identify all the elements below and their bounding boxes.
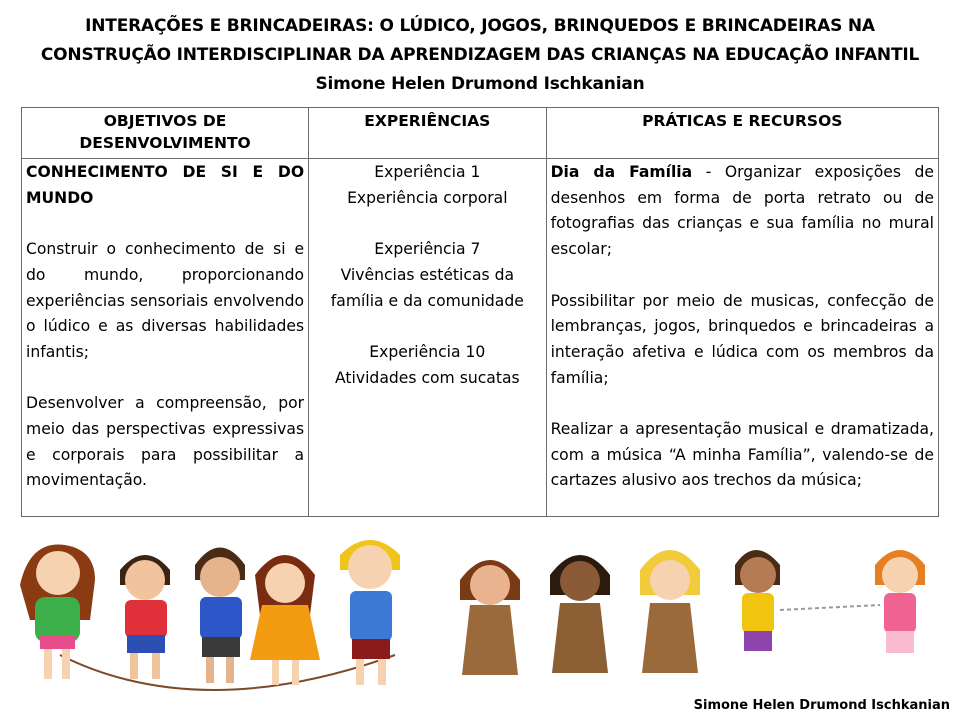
practices-paragraph-1 <box>551 160 934 263</box>
experiences-cell <box>309 159 547 517</box>
sack-race-child <box>640 550 700 673</box>
practices-paragraph-2: Possibilitar por meio de musicas, confecção de lembranças, jogos, brinquedos e brincadeiras a interação afetiva e lúdica com os membros da família; <box>550 291 934 387</box>
table-header-row <box>22 108 939 159</box>
child-figure <box>195 548 245 684</box>
child-figure <box>20 545 95 680</box>
experience-10-name: Atividades com sucatas <box>335 368 520 387</box>
header-objectives-line-2: DESENVOLVIMENTO <box>79 134 251 152</box>
objectives-paragraph-1: Construir o conhecimento de si e do mundo, proporcionando experiências sensoriais envolvendo o lúdico e as diversas habilidades infantis; <box>26 240 305 361</box>
practices-cell <box>546 159 938 517</box>
children-playing-illustration <box>0 525 960 695</box>
child-figure <box>250 555 320 685</box>
objectives-heading: CONHECIMENTO DE SI E DO MUNDO <box>26 163 305 207</box>
title-line-1: INTERAÇÕES E BRINCADEIRAS: O LÚDICO, JOGOS, BRINQUEDOS E BRINCADEIRAS NA <box>85 16 875 36</box>
child-figure <box>120 555 170 679</box>
title-author: Simone Helen Drumond Ischkanian <box>315 74 645 94</box>
document-title <box>0 12 960 99</box>
title-line-2: CONSTRUÇÃO INTERDISCIPLINAR DA APRENDIZAGEM DAS CRIANÇAS NA EDUCAÇÃO INFANTIL <box>40 45 920 65</box>
experience-1-number: Experiência 1 <box>374 163 481 181</box>
planning-table <box>21 107 939 517</box>
practices-paragraph-1-text: - Organizar exposições de desenhos em forma de porta retrato ou de fotografias das crianças e sua família no mural escolar; <box>550 163 934 259</box>
sack-race-child <box>460 560 520 675</box>
header-objectives <box>22 108 309 159</box>
experience-1-name: Experiência corporal <box>347 188 508 207</box>
table-row <box>22 159 939 517</box>
string <box>780 605 880 610</box>
experience-10-number: Experiência 10 <box>369 342 486 361</box>
sack-race-child <box>550 555 610 673</box>
objectives-cell <box>22 159 309 517</box>
child-figure <box>875 550 925 653</box>
header-practices: PRÁTICAS E RECURSOS <box>546 108 938 159</box>
experience-7-number: Experiência 7 <box>374 240 481 259</box>
practices-highlight: Dia da Família <box>550 163 693 181</box>
objectives-paragraph-2: Desenvolver a compreensão, por meio das perspectivas expressivas e corporais para possibilitar a movimentação. <box>26 394 305 490</box>
header-experiences: EXPERIÊNCIAS <box>309 108 547 159</box>
practices-paragraph-3: Realizar a apresentação musical e dramatizada, com a música “A minha Família”, valendo-se de cartazes alusivo aos trechos da música; <box>550 420 934 490</box>
experience-7-name: Vivências estéticas da família e da comunidade <box>330 265 524 310</box>
header-objectives-line-1: OBJETIVOS DE <box>103 112 227 130</box>
child-figure <box>735 550 780 651</box>
footer-signature: Simone Helen Drumond Ischkanian <box>693 698 950 713</box>
